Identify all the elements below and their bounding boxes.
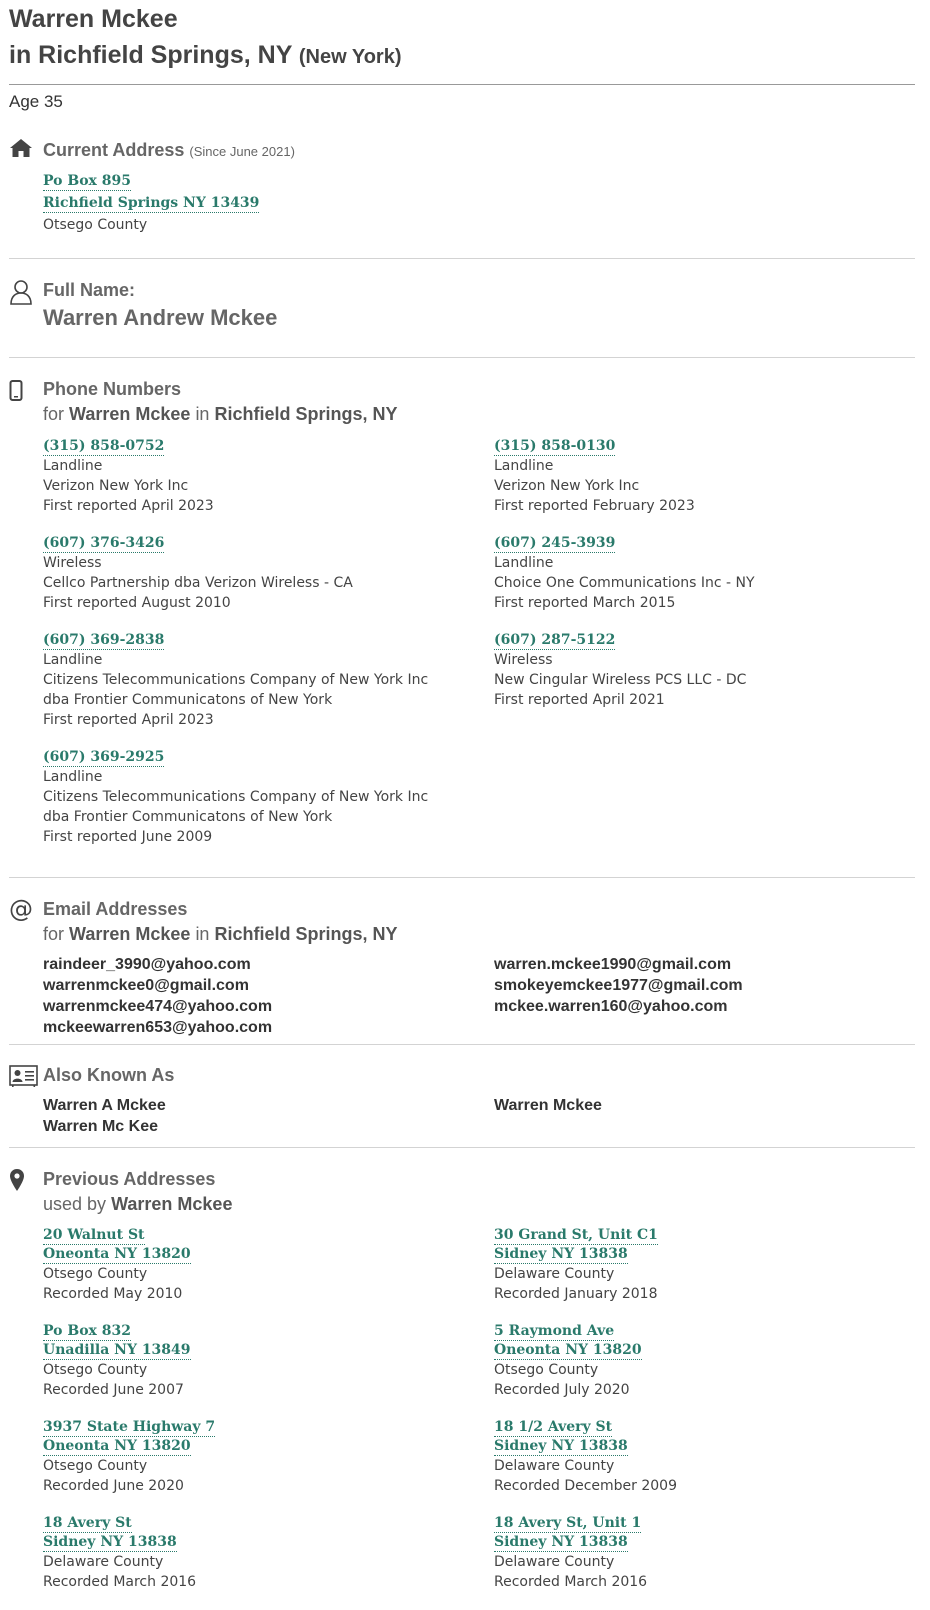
person-location: [9, 39, 924, 74]
full-name-title: Full Name:: [43, 280, 136, 300]
current-address-section: [9, 140, 915, 259]
phone-numbers-section: [9, 358, 915, 878]
current-address-line1[interactable]: Po Box 895: [43, 173, 131, 189]
location-state: (New York): [298, 46, 402, 68]
phone-type: Landline: [43, 769, 103, 785]
phones-for-label: for: [43, 404, 65, 424]
previous-address-recorded: Recorded June 2007: [43, 1382, 184, 1398]
emails-in-label: in: [195, 924, 210, 944]
phone-reported: First reported June 2009: [43, 829, 213, 845]
profile-page: [0, 3, 924, 1610]
email-address: warren.mckee1990@gmail.com: [494, 956, 732, 973]
phone-number-link[interactable]: (315) 858-0130: [494, 438, 616, 454]
previous-address-line2[interactable]: Oneonta NY 13820: [43, 1438, 191, 1454]
previous-address-recorded: Recorded January 2018: [494, 1286, 658, 1302]
email-address: mckeewarren653@yahoo.com: [43, 1019, 273, 1036]
previous-person-name: Warren Mckee: [111, 1194, 233, 1214]
phone-number-link[interactable]: (315) 858-0752: [43, 438, 165, 454]
email-addresses-subtitle: [43, 924, 915, 945]
previous-address-county: Otsego County: [43, 1266, 148, 1282]
phone-carrier: Verizon New York Inc: [494, 478, 640, 494]
phone-entry: [43, 437, 494, 516]
current-address-link[interactable]: [43, 172, 915, 213]
emails-person-name: Warren Mckee: [69, 924, 191, 944]
phone-carrier: Verizon New York Inc: [43, 478, 189, 494]
previous-address-entry: [494, 1514, 914, 1592]
emails-for-label: for: [43, 924, 65, 944]
previous-address-line2[interactable]: Oneonta NY 13820: [494, 1342, 642, 1358]
previous-address-line1[interactable]: 30 Grand St, Unit C1: [494, 1227, 658, 1243]
previous-address-line1[interactable]: 18 Avery St: [43, 1515, 132, 1531]
phone-reported: First reported August 2010: [43, 595, 231, 611]
current-address-label: Current Address: [43, 140, 185, 160]
previous-address-recorded: Recorded July 2020: [494, 1382, 630, 1398]
alias-name: Warren A Mckee: [43, 1097, 166, 1114]
current-address-title: [43, 140, 915, 161]
previous-address-list: [43, 1226, 915, 1610]
phones-place: Richfield Springs, NY: [214, 404, 398, 424]
home-icon: [9, 137, 35, 163]
previous-address-entry: [43, 1418, 494, 1496]
phone-reported: First reported April 2023: [43, 712, 214, 728]
phone-type: Wireless: [43, 555, 102, 571]
email-addresses-section: [9, 878, 915, 1045]
full-name-section: [9, 259, 915, 358]
alias-column-right: [494, 1095, 914, 1137]
previous-address-entry: [494, 1418, 914, 1496]
email-address: mckee.warren160@yahoo.com: [494, 998, 728, 1015]
full-name-value: Warren Andrew Mckee: [43, 305, 278, 330]
previous-address-county: Otsego County: [43, 1362, 148, 1378]
previous-address-entry: [43, 1226, 494, 1304]
phone-entry: [494, 534, 914, 613]
previous-address-line1[interactable]: 18 Avery St, Unit 1: [494, 1515, 642, 1531]
phone-number-link[interactable]: (607) 376-3426: [43, 535, 165, 551]
phones-in-label: in: [195, 404, 210, 424]
previous-address-recorded: Recorded March 2016: [43, 1574, 197, 1590]
previous-address-county: Otsego County: [43, 1458, 148, 1474]
email-address: warrenmckee474@yahoo.com: [43, 998, 273, 1015]
alias-column-left: [43, 1095, 494, 1137]
previous-address-entry: [494, 1322, 914, 1400]
previous-address-line2[interactable]: Sidney NY 13838: [494, 1246, 628, 1262]
mobile-phone-icon: [9, 380, 35, 406]
phone-reported: First reported March 2015: [494, 595, 676, 611]
previous-address-line2[interactable]: Sidney NY 13838: [43, 1534, 177, 1550]
phone-carrier: Citizens Telecommunications Company of New York Inc dba Frontier Communicatons of New York: [43, 672, 429, 708]
page-title: [9, 3, 924, 74]
map-pin-icon: [9, 1168, 35, 1194]
phone-reported: First reported April 2023: [43, 498, 214, 514]
phone-carrier: Choice One Communications Inc - NY: [494, 575, 755, 591]
at-sign-icon: @: [9, 895, 33, 923]
previous-address-line1[interactable]: 18 1/2 Avery St: [494, 1419, 613, 1435]
email-column-left: [43, 954, 494, 1038]
phone-numbers-subtitle: [43, 404, 915, 425]
age-label: Age 35: [9, 92, 63, 111]
previous-addresses-title: Previous Addresses: [43, 1169, 216, 1189]
phone-numbers-title: Phone Numbers: [43, 379, 182, 399]
previous-used-by-label: used by: [43, 1194, 107, 1214]
alias-name: Warren Mc Kee: [43, 1118, 158, 1135]
email-address: warrenmckee0@gmail.com: [43, 977, 249, 994]
current-address-county: Otsego County: [43, 217, 148, 233]
email-addresses-title: Email Addresses: [43, 899, 188, 919]
phone-type: Landline: [494, 458, 554, 474]
phone-type: Landline: [494, 555, 554, 571]
previous-addresses-subtitle: [43, 1194, 915, 1215]
phone-type: Landline: [43, 458, 103, 474]
phone-carrier: Citizens Telecommunications Company of New York Inc dba Frontier Communicatons of New York: [43, 789, 429, 825]
previous-addresses-section: [9, 1148, 915, 1610]
person-icon: [9, 279, 35, 305]
alias-name: Warren Mckee: [494, 1097, 602, 1114]
email-address: raindeer_3990@yahoo.com: [43, 956, 251, 973]
also-known-as-section: [9, 1045, 915, 1148]
previous-address-line1[interactable]: Po Box 832: [43, 1323, 131, 1339]
previous-address-line2[interactable]: Sidney NY 13838: [494, 1438, 628, 1454]
previous-address-entry: [43, 1514, 494, 1592]
previous-address-line1[interactable]: 5 Raymond Ave: [494, 1323, 615, 1339]
phone-number-link[interactable]: (607) 369-2838: [43, 632, 165, 648]
phone-type: Landline: [43, 652, 103, 668]
email-list: [43, 954, 915, 1038]
phone-carrier: New Cingular Wireless PCS LLC - DC: [494, 672, 747, 688]
previous-address-line1[interactable]: 3937 State Highway 7: [43, 1419, 216, 1435]
title-divider: [9, 84, 915, 85]
phone-reported: First reported February 2023: [494, 498, 695, 514]
alias-list: [43, 1095, 915, 1137]
email-address: smokeyemckee1977@gmail.com: [494, 977, 743, 994]
phone-number-link[interactable]: (607) 245-3939: [494, 535, 616, 551]
emails-place: Richfield Springs, NY: [214, 924, 398, 944]
person-name: Warren Mckee: [9, 5, 178, 33]
previous-address-recorded: Recorded May 2010: [43, 1286, 183, 1302]
previous-address-line1[interactable]: 20 Walnut St: [43, 1227, 145, 1243]
previous-address-line2[interactable]: Unadilla NY 13849: [43, 1342, 191, 1358]
previous-address-county: Delaware County: [494, 1458, 615, 1474]
previous-address-county: Delaware County: [494, 1266, 615, 1282]
also-known-as-title: Also Known As: [43, 1065, 175, 1085]
phone-entry: [43, 748, 494, 847]
phone-entry: [43, 534, 494, 613]
current-address-line2[interactable]: Richfield Springs NY 13439: [43, 195, 260, 211]
previous-address-county: Delaware County: [494, 1554, 615, 1570]
previous-address-entry: [494, 1226, 914, 1304]
phone-number-link[interactable]: (607) 369-2925: [43, 749, 165, 765]
previous-address-recorded: Recorded March 2016: [494, 1574, 648, 1590]
phone-entry: [494, 631, 914, 730]
previous-address-recorded: Recorded December 2009: [494, 1478, 677, 1494]
phone-type: Wireless: [494, 652, 553, 668]
phone-number-link[interactable]: (607) 287-5122: [494, 632, 616, 648]
location-city: Richfield Springs, NY: [38, 41, 292, 69]
previous-address-line2[interactable]: Oneonta NY 13820: [43, 1246, 191, 1262]
phone-carrier: Cellco Partnership dba Verizon Wireless - CA: [43, 575, 353, 591]
previous-address-entry: [43, 1322, 494, 1400]
previous-address-county: Otsego County: [494, 1362, 599, 1378]
phone-list: [43, 437, 915, 865]
current-address-since: (Since June 2021): [189, 144, 295, 159]
location-prefix: in: [9, 41, 32, 69]
email-column-right: [494, 954, 914, 1038]
phone-entry: [494, 437, 914, 516]
phone-entry: [43, 631, 494, 730]
id-card-icon: [9, 1065, 35, 1091]
phone-reported: First reported April 2021: [494, 692, 665, 708]
previous-address-line2[interactable]: Sidney NY 13838: [494, 1534, 628, 1550]
phones-person-name: Warren Mckee: [69, 404, 191, 424]
previous-address-county: Delaware County: [43, 1554, 164, 1570]
previous-address-recorded: Recorded June 2020: [43, 1478, 184, 1494]
